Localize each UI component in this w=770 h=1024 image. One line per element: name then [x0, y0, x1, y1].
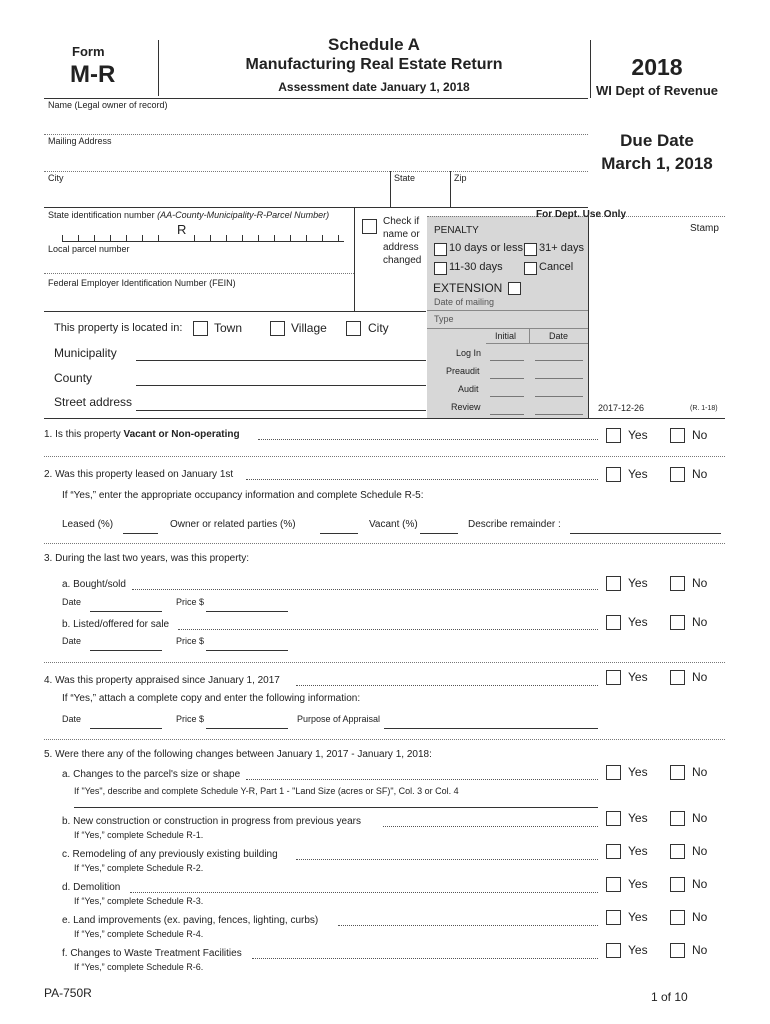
- q5d-no-label: No: [692, 877, 708, 891]
- q2-no-checkbox[interactable]: [670, 467, 685, 482]
- vacant-label: Vacant (%): [369, 519, 418, 530]
- rule: [44, 662, 725, 663]
- stamp-label: Stamp: [690, 223, 719, 234]
- penalty-cancel-label: Cancel: [539, 261, 574, 273]
- q3a-price-field[interactable]: [206, 611, 288, 612]
- review-initial-field[interactable]: [490, 414, 524, 415]
- street-label: Street address: [54, 395, 133, 409]
- rule: [383, 826, 598, 827]
- form-number: PA-750R: [44, 986, 92, 1000]
- q3a-date-label: Date: [62, 597, 82, 607]
- header-divider-left: [158, 40, 159, 96]
- q5a-describe-field[interactable]: [74, 807, 598, 808]
- q5c-note: If “Yes,” complete Schedule R-2.: [74, 863, 204, 873]
- preaudit-initial-field[interactable]: [490, 378, 524, 379]
- q3b-price-label: Price $: [176, 636, 205, 646]
- q1-label: [44, 430, 240, 440]
- q4-purpose-field[interactable]: [384, 728, 598, 729]
- q3a-yes-label: Yes: [628, 576, 648, 590]
- q5c-yes-label: Yes: [628, 844, 648, 858]
- q1-text: 1. Is this property: [44, 429, 124, 440]
- rule: [296, 685, 598, 686]
- q4-yes-checkbox[interactable]: [606, 670, 621, 685]
- form-label: Form: [72, 44, 105, 59]
- login-date-field[interactable]: [535, 360, 583, 361]
- penalty-11-30-days-label: 11-30 days: [449, 261, 503, 273]
- parcel-tick: [62, 235, 63, 241]
- q5f-yes-label: Yes: [628, 943, 648, 957]
- q3a-no-label: No: [692, 576, 708, 590]
- q4-purpose-label: Purpose of Appraisal: [297, 714, 381, 724]
- rule: [529, 328, 530, 343]
- zip-label: Zip: [454, 173, 467, 183]
- parcel-tick: [110, 235, 111, 241]
- describe-label: Describe remainder :: [468, 519, 561, 530]
- q2-text: 2. Was this property leased on January 1st: [44, 469, 234, 480]
- preaudit-label: Preaudit: [446, 366, 480, 376]
- parcel-tick: [194, 235, 195, 241]
- q5f-yes-checkbox[interactable]: [606, 943, 621, 958]
- q3a-yes-checkbox[interactable]: [606, 576, 621, 591]
- q3b-yes-label: Yes: [628, 615, 648, 629]
- penalty-10-days-label: 10 days or less: [449, 242, 523, 254]
- rule: [44, 134, 588, 135]
- penalty-cancel-checkbox[interactable]: [524, 262, 537, 275]
- parcel-tick: [290, 235, 291, 241]
- page-number: 1 of 10: [651, 990, 688, 1004]
- rule: [338, 925, 598, 926]
- q1-no-label: No: [692, 428, 708, 442]
- q5d-no-checkbox[interactable]: [670, 877, 685, 892]
- penalty-11-30-days-checkbox[interactable]: [434, 262, 447, 275]
- q5c-yes-checkbox[interactable]: [606, 844, 621, 859]
- state-id-label: [48, 211, 329, 220]
- q3b-text: b. Listed/offered for sale: [62, 619, 170, 630]
- town-checkbox[interactable]: [193, 321, 208, 336]
- stamp-date: 2017-12-26: [598, 403, 645, 413]
- q5d-note: If “Yes,” complete Schedule R-3.: [74, 896, 204, 906]
- rule: [252, 958, 598, 959]
- rule: [44, 273, 354, 274]
- vacant-field[interactable]: [420, 533, 458, 534]
- rule: [258, 439, 598, 440]
- review-label: Review: [451, 402, 481, 412]
- q3b-no-checkbox[interactable]: [670, 615, 685, 630]
- q3b-date-label: Date: [62, 636, 82, 646]
- due-date: March 1, 2018: [601, 154, 713, 173]
- rule: [44, 98, 588, 99]
- penalty-31-days-checkbox[interactable]: [524, 243, 537, 256]
- q5b-no-label: No: [692, 811, 708, 825]
- q4-price-field[interactable]: [206, 728, 288, 729]
- state-label: State: [394, 173, 416, 183]
- rule: [390, 171, 391, 207]
- parcel-tick: [322, 235, 323, 241]
- check-line-4: changed: [383, 255, 422, 266]
- q3a-price-label: Price $: [176, 597, 205, 607]
- parcel-tick: [210, 235, 211, 241]
- q4-text: 4. Was this property appraised since January 1, 2017: [44, 675, 280, 686]
- title-schedule: Schedule A: [328, 35, 420, 54]
- type-label: Type: [434, 314, 454, 324]
- q5b-no-checkbox[interactable]: [670, 811, 685, 826]
- audit-label: Audit: [458, 384, 479, 394]
- leased-field[interactable]: [123, 533, 158, 534]
- q5d-yes-checkbox[interactable]: [606, 877, 621, 892]
- town-label: Town: [214, 321, 243, 335]
- rule: [44, 171, 588, 172]
- log-in-label: Log In: [456, 348, 482, 358]
- dept-use-title: For Dept. Use Only: [536, 209, 627, 220]
- village-checkbox[interactable]: [270, 321, 285, 336]
- q4-date-field[interactable]: [90, 728, 162, 729]
- rule: [427, 328, 588, 329]
- q1-yes-checkbox[interactable]: [606, 428, 621, 443]
- date-col-header: Date: [549, 331, 569, 341]
- parcel-tick: [94, 235, 95, 241]
- q5e-no-label: No: [692, 910, 708, 924]
- state-id-format: (AA-County-Municipality-R-Parcel Number): [157, 210, 330, 220]
- q5a-text: a. Changes to the parcel's size or shape: [62, 769, 241, 780]
- q5a-note: If "Yes", describe and complete Schedule Y-R, Part 1 - "Land Size (acres or SF)", Col. 3 or Col. 4: [74, 786, 459, 796]
- rule: [44, 311, 426, 312]
- q5e-note: If “Yes,” complete Schedule R-4.: [74, 929, 204, 939]
- q4-date-label: Date: [62, 714, 82, 724]
- parcel-tick: [142, 235, 143, 241]
- header-divider-right: [590, 40, 591, 98]
- date-of-mailing-label: Date of mailing: [434, 297, 495, 307]
- local-parcel-label: Local parcel number: [48, 244, 130, 254]
- q5a-yes-checkbox[interactable]: [606, 765, 621, 780]
- extension-checkbox[interactable]: [508, 282, 521, 295]
- rule: [246, 479, 598, 480]
- rule: [450, 171, 451, 207]
- q3a-date-field[interactable]: [90, 611, 162, 612]
- dept-name: WI Dept of Revenue: [595, 83, 719, 98]
- rule: [427, 310, 588, 311]
- q3b-yes-checkbox[interactable]: [606, 615, 621, 630]
- q5f-no-label: No: [692, 943, 708, 957]
- q5e-text: e. Land improvements (ex. paving, fences, lighting, curbs): [62, 915, 319, 926]
- q5a-yes-label: Yes: [628, 765, 648, 779]
- q5f-text: f. Changes to Waste Treatment Facilities: [62, 948, 242, 959]
- rule: [132, 589, 598, 590]
- q5a-no-label: No: [692, 765, 708, 779]
- q3a-text: a. Bought/sold: [62, 579, 126, 590]
- owner-field[interactable]: [320, 533, 358, 534]
- address-changed-checkbox[interactable]: [362, 219, 377, 234]
- rule: [296, 859, 598, 860]
- parcel-tick: [258, 235, 259, 241]
- rule: [246, 779, 598, 780]
- parcel-number-line[interactable]: [62, 241, 344, 242]
- rule: [44, 739, 725, 740]
- q5b-yes-label: Yes: [628, 811, 648, 825]
- q4-yes-label: Yes: [628, 670, 648, 684]
- preaudit-date-field[interactable]: [535, 378, 583, 379]
- rule: [354, 207, 355, 312]
- check-line-3: address: [383, 242, 419, 253]
- q5b-text: b. New construction or construction in progress from previous years: [62, 816, 362, 827]
- initial-col-header: Initial: [495, 331, 517, 341]
- q5c-no-label: No: [692, 844, 708, 858]
- q5b-yes-checkbox[interactable]: [606, 811, 621, 826]
- q5f-note: If “Yes,” complete Schedule R-6.: [74, 962, 204, 972]
- q5e-yes-checkbox[interactable]: [606, 910, 621, 925]
- parcel-tick: [338, 235, 339, 241]
- county-field[interactable]: [136, 385, 426, 386]
- village-label: Village: [291, 321, 327, 335]
- q5e-yes-label: Yes: [628, 910, 648, 924]
- revision-code: (R. 1-18): [690, 405, 718, 412]
- q2-no-label: No: [692, 467, 708, 481]
- q5f-no-checkbox[interactable]: [670, 943, 685, 958]
- q5-text: 5. Were there any of the following changes between January 1, 2017 - January 1, 2018:: [44, 749, 432, 760]
- city-option-label: City: [368, 321, 389, 335]
- parcel-tick: [78, 235, 79, 241]
- q4-note: If “Yes,” attach a complete copy and enter the following information:: [62, 693, 361, 704]
- parcel-tick: [274, 235, 275, 241]
- rule: [178, 629, 598, 630]
- county-label: County: [54, 371, 93, 385]
- penalty-label: PENALTY: [434, 225, 479, 236]
- q5e-no-checkbox[interactable]: [670, 910, 685, 925]
- city-checkbox[interactable]: [346, 321, 361, 336]
- check-line-2: name or: [383, 229, 420, 240]
- rule: [427, 418, 725, 419]
- q5b-note: If “Yes,” complete Schedule R-1.: [74, 830, 204, 840]
- street-field[interactable]: [136, 410, 426, 411]
- fein-label: Federal Employer Identification Number (FEIN): [48, 278, 236, 288]
- q4-no-checkbox[interactable]: [670, 670, 685, 685]
- title-return: Manufacturing Real Estate Return: [245, 56, 503, 73]
- rule: [44, 418, 427, 419]
- audit-date-field[interactable]: [535, 396, 583, 397]
- extension-label: EXTENSION: [433, 281, 503, 295]
- q5d-text: d. Demolition: [62, 882, 121, 893]
- due-date-label: Due Date: [620, 131, 694, 150]
- q2-yes-checkbox[interactable]: [606, 467, 621, 482]
- rule: [486, 343, 588, 344]
- penalty-31-days-label: 31+ days: [539, 242, 584, 254]
- q5d-yes-label: Yes: [628, 877, 648, 891]
- located-in-label: This property is located in:: [54, 322, 183, 334]
- q1-bold: Vacant or Non-operating: [123, 429, 240, 440]
- check-line-1: Check if: [383, 216, 420, 227]
- owner-label: Owner or related parties (%): [170, 519, 296, 530]
- parcel-tick: [126, 235, 127, 241]
- q4-no-label: No: [692, 670, 708, 684]
- audit-initial-field[interactable]: [490, 396, 524, 397]
- q2-note: If “Yes,” enter the appropriate occupancy information and complete Schedule R-5:: [62, 490, 424, 501]
- municipality-label: Municipality: [54, 346, 117, 360]
- rule: [44, 543, 725, 544]
- q4-price-label: Price $: [176, 714, 205, 724]
- parcel-tick: [226, 235, 227, 241]
- state-id-text: State identification number: [48, 210, 155, 220]
- parcel-tick: [158, 235, 159, 241]
- q3b-date-field[interactable]: [90, 650, 162, 651]
- q3b-no-label: No: [692, 615, 708, 629]
- city-label: City: [48, 173, 64, 183]
- q3-text: 3. During the last two years, was this property:: [44, 553, 250, 564]
- review-date-field[interactable]: [535, 414, 583, 415]
- name-label: Name (Legal owner of record): [48, 100, 168, 110]
- q5c-no-checkbox[interactable]: [670, 844, 685, 859]
- parcel-tick: [306, 235, 307, 241]
- q2-yes-label: Yes: [628, 467, 648, 481]
- q3b-price-field[interactable]: [206, 650, 288, 651]
- login-initial-field[interactable]: [490, 360, 524, 361]
- parcel-tick: [242, 235, 243, 241]
- q3a-no-checkbox[interactable]: [670, 576, 685, 591]
- mailing-label: Mailing Address: [48, 136, 112, 146]
- rule: [588, 216, 589, 418]
- parcel-r-letter: R: [177, 222, 187, 237]
- q5a-no-checkbox[interactable]: [670, 765, 685, 780]
- q1-no-checkbox[interactable]: [670, 428, 685, 443]
- rule: [44, 456, 725, 457]
- form-id: M-R: [70, 61, 116, 88]
- leased-label: Leased (%): [62, 519, 114, 530]
- describe-field[interactable]: [570, 533, 721, 534]
- penalty-10-days-checkbox[interactable]: [434, 243, 447, 256]
- rule: [130, 892, 598, 893]
- rule: [44, 207, 588, 208]
- q1-yes-label: Yes: [628, 428, 648, 442]
- q5c-text: c. Remodeling of any previously existing building: [62, 849, 278, 860]
- assessment-date: Assessment date January 1, 2018: [278, 80, 470, 94]
- municipality-field[interactable]: [136, 360, 426, 361]
- tax-year: 2018: [631, 54, 683, 80]
